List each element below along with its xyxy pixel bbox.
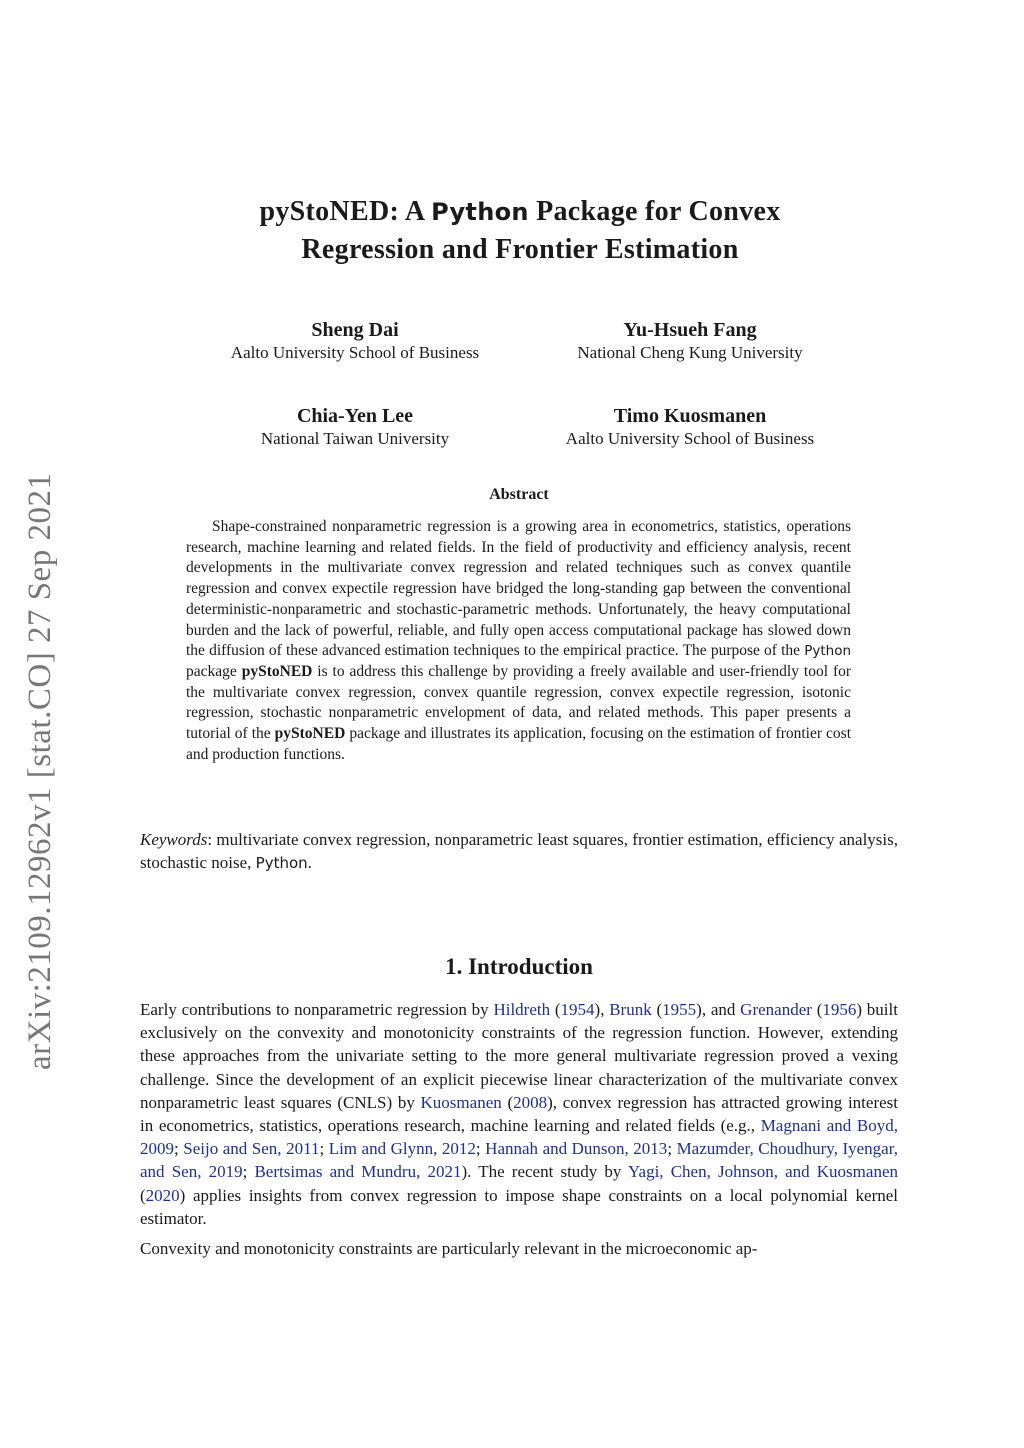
intro-text: ( — [651, 1000, 663, 1019]
abstract-text: Shape-constrained nonparametric regression is a growing area in econometrics, statistics, operations research, machine learning and related fields. In the field of productivity and efficiency analysis, recent developments in the multivariate convex regression and related techniques such as convex quantile regression and convex expectile regression have bridged the long-standing gap between the conventional deterministic-nonparametric and stochastic-parametric methods. Unfortunately, the heavy computational burden and the lack of powerful, reliable, and fully open access computational package has slowed down the diffusion of these advanced estimation techniques to the empirical practice. The purpose of the — [186, 518, 851, 660]
author-block-4 — [530, 404, 850, 450]
intro-text: ; — [242, 1162, 255, 1182]
author-affiliation: Aalto University School of Business — [230, 343, 480, 362]
citation-link[interactable]: Yagi, Chen, Johnson, and Kuosmanen — [627, 1162, 898, 1182]
author-name: Chia-Yen Lee — [296, 405, 414, 427]
intro-text: ) built exclusively on the convexity and monotonicity constraints of the regression function. However, extending these approaches from the univariate setting to the more general multivariate regression proved a vexing challenge. Since the development of an explicit piecewise linear characterization of the multivariate convex nonparametric least squares (CNLS) by — [140, 1000, 898, 1112]
author-affiliation: Aalto University School of Business — [565, 429, 815, 448]
intro-text: ), convex regression has attracted growing interest in econometrics, statistics, operations research, machine learning and related fields (e.g., — [140, 1092, 898, 1136]
package-name: pyStoNED — [274, 725, 346, 743]
author-name: Sheng Dai — [311, 319, 399, 341]
citation-link[interactable]: Seijo and Sen, 2011 — [183, 1139, 320, 1159]
abstract-body — [186, 517, 851, 765]
intro-paragraph-1 — [140, 998, 898, 1230]
title-part2: Package for Convex Regression and Frontier Estimation — [301, 196, 781, 265]
title-python: Python — [431, 198, 529, 226]
abstract-heading: Abstract — [489, 486, 549, 503]
author-name: Timo Kuosmanen — [613, 405, 767, 427]
intro-text: ( — [811, 1000, 823, 1019]
citation-link[interactable]: 1954 — [560, 1000, 595, 1019]
author-block-2 — [540, 318, 840, 364]
intro-text: ( — [550, 1000, 561, 1019]
package-name: pyStoNED — [241, 662, 313, 680]
intro-text: ( — [501, 1092, 514, 1112]
intro-text: ), and — [696, 1000, 741, 1019]
intro-text: ; — [319, 1139, 329, 1159]
intro-text: ( — [140, 1185, 146, 1205]
citation-link[interactable]: Kuosmanen — [420, 1092, 502, 1112]
author-block-3 — [200, 404, 510, 450]
abstract-python: Python — [804, 643, 852, 660]
citation-link[interactable]: Mazumder, Choudhury, Iyengar, and Sen, 2019 — [140, 1139, 898, 1182]
intro-text: Early contributions to nonparametric regression by — [140, 1000, 494, 1019]
citation-link[interactable]: Brunk — [609, 1000, 652, 1019]
citation-link[interactable]: Grenander — [740, 1000, 812, 1019]
author-block-1 — [200, 318, 510, 364]
author-affiliation: National Taiwan University — [260, 429, 450, 448]
intro-text: ) applies insights from convex regression to impose shape constraints on a local polynomial kernel estimator. — [140, 1185, 898, 1228]
section-heading-introduction: 1. Introduction — [445, 954, 593, 979]
author-name: Yu-Hsueh Fang — [623, 319, 757, 341]
keywords — [140, 828, 898, 875]
citation-link[interactable]: Bertsimas and Mundru, 2021 — [254, 1162, 462, 1182]
intro-text: ). The recent study by — [461, 1162, 628, 1182]
keywords-text: : multivariate convex regression, nonparametric least squares, frontier estimation, efficiency analysis, stochastic noise, — [140, 830, 898, 872]
abstract-text: package and illustrates its application, focusing on the estimation of frontier cost and production functions. — [186, 725, 851, 763]
citation-link[interactable]: Lim and Glynn, 2012 — [328, 1139, 476, 1159]
intro-text: ; — [174, 1139, 184, 1159]
arxiv-sidebar-id: arXiv:2109.12962v1 [stat.CO] 27 Sep 2021 — [22, 472, 58, 1070]
keywords-end: . — [307, 853, 312, 872]
intro-text: ; — [667, 1139, 677, 1159]
intro-text: ; — [475, 1139, 486, 1159]
citation-link[interactable]: 2008 — [513, 1092, 548, 1112]
citation-link[interactable]: Hannah and Dunson, 2013 — [485, 1139, 668, 1159]
intro-text: ), — [594, 1000, 610, 1019]
citation-link[interactable]: 1955 — [662, 1000, 697, 1019]
abstract-text: is to address this challenge by providing a freely available and user-friendly tool for the multivariate convex regression, convex quantile regression, convex expectile regression, isotonic regression, stochastic nonparametric envelopment of data, and related methods. This paper presents a tutorial of the — [186, 662, 852, 743]
citation-link[interactable]: Magnani and Boyd, 2009 — [140, 1116, 898, 1159]
title-part1: pyStoNED: A — [259, 196, 424, 227]
keywords-label: Keywords — [140, 830, 208, 849]
introduction-body — [140, 998, 898, 1267]
citation-link[interactable]: 1956 — [822, 1000, 857, 1019]
citation-link[interactable]: 2020 — [145, 1185, 180, 1205]
abstract-text: package — [186, 662, 237, 680]
citation-link[interactable]: Hildreth — [493, 1000, 551, 1019]
intro-paragraph-2: Convexity and monotonicity constraints are particularly relevant in the microeconomic ap- — [140, 1239, 758, 1259]
author-affiliation: National Cheng Kung University — [577, 343, 803, 362]
keywords-python: Python — [255, 854, 308, 872]
paper-title — [190, 193, 850, 269]
